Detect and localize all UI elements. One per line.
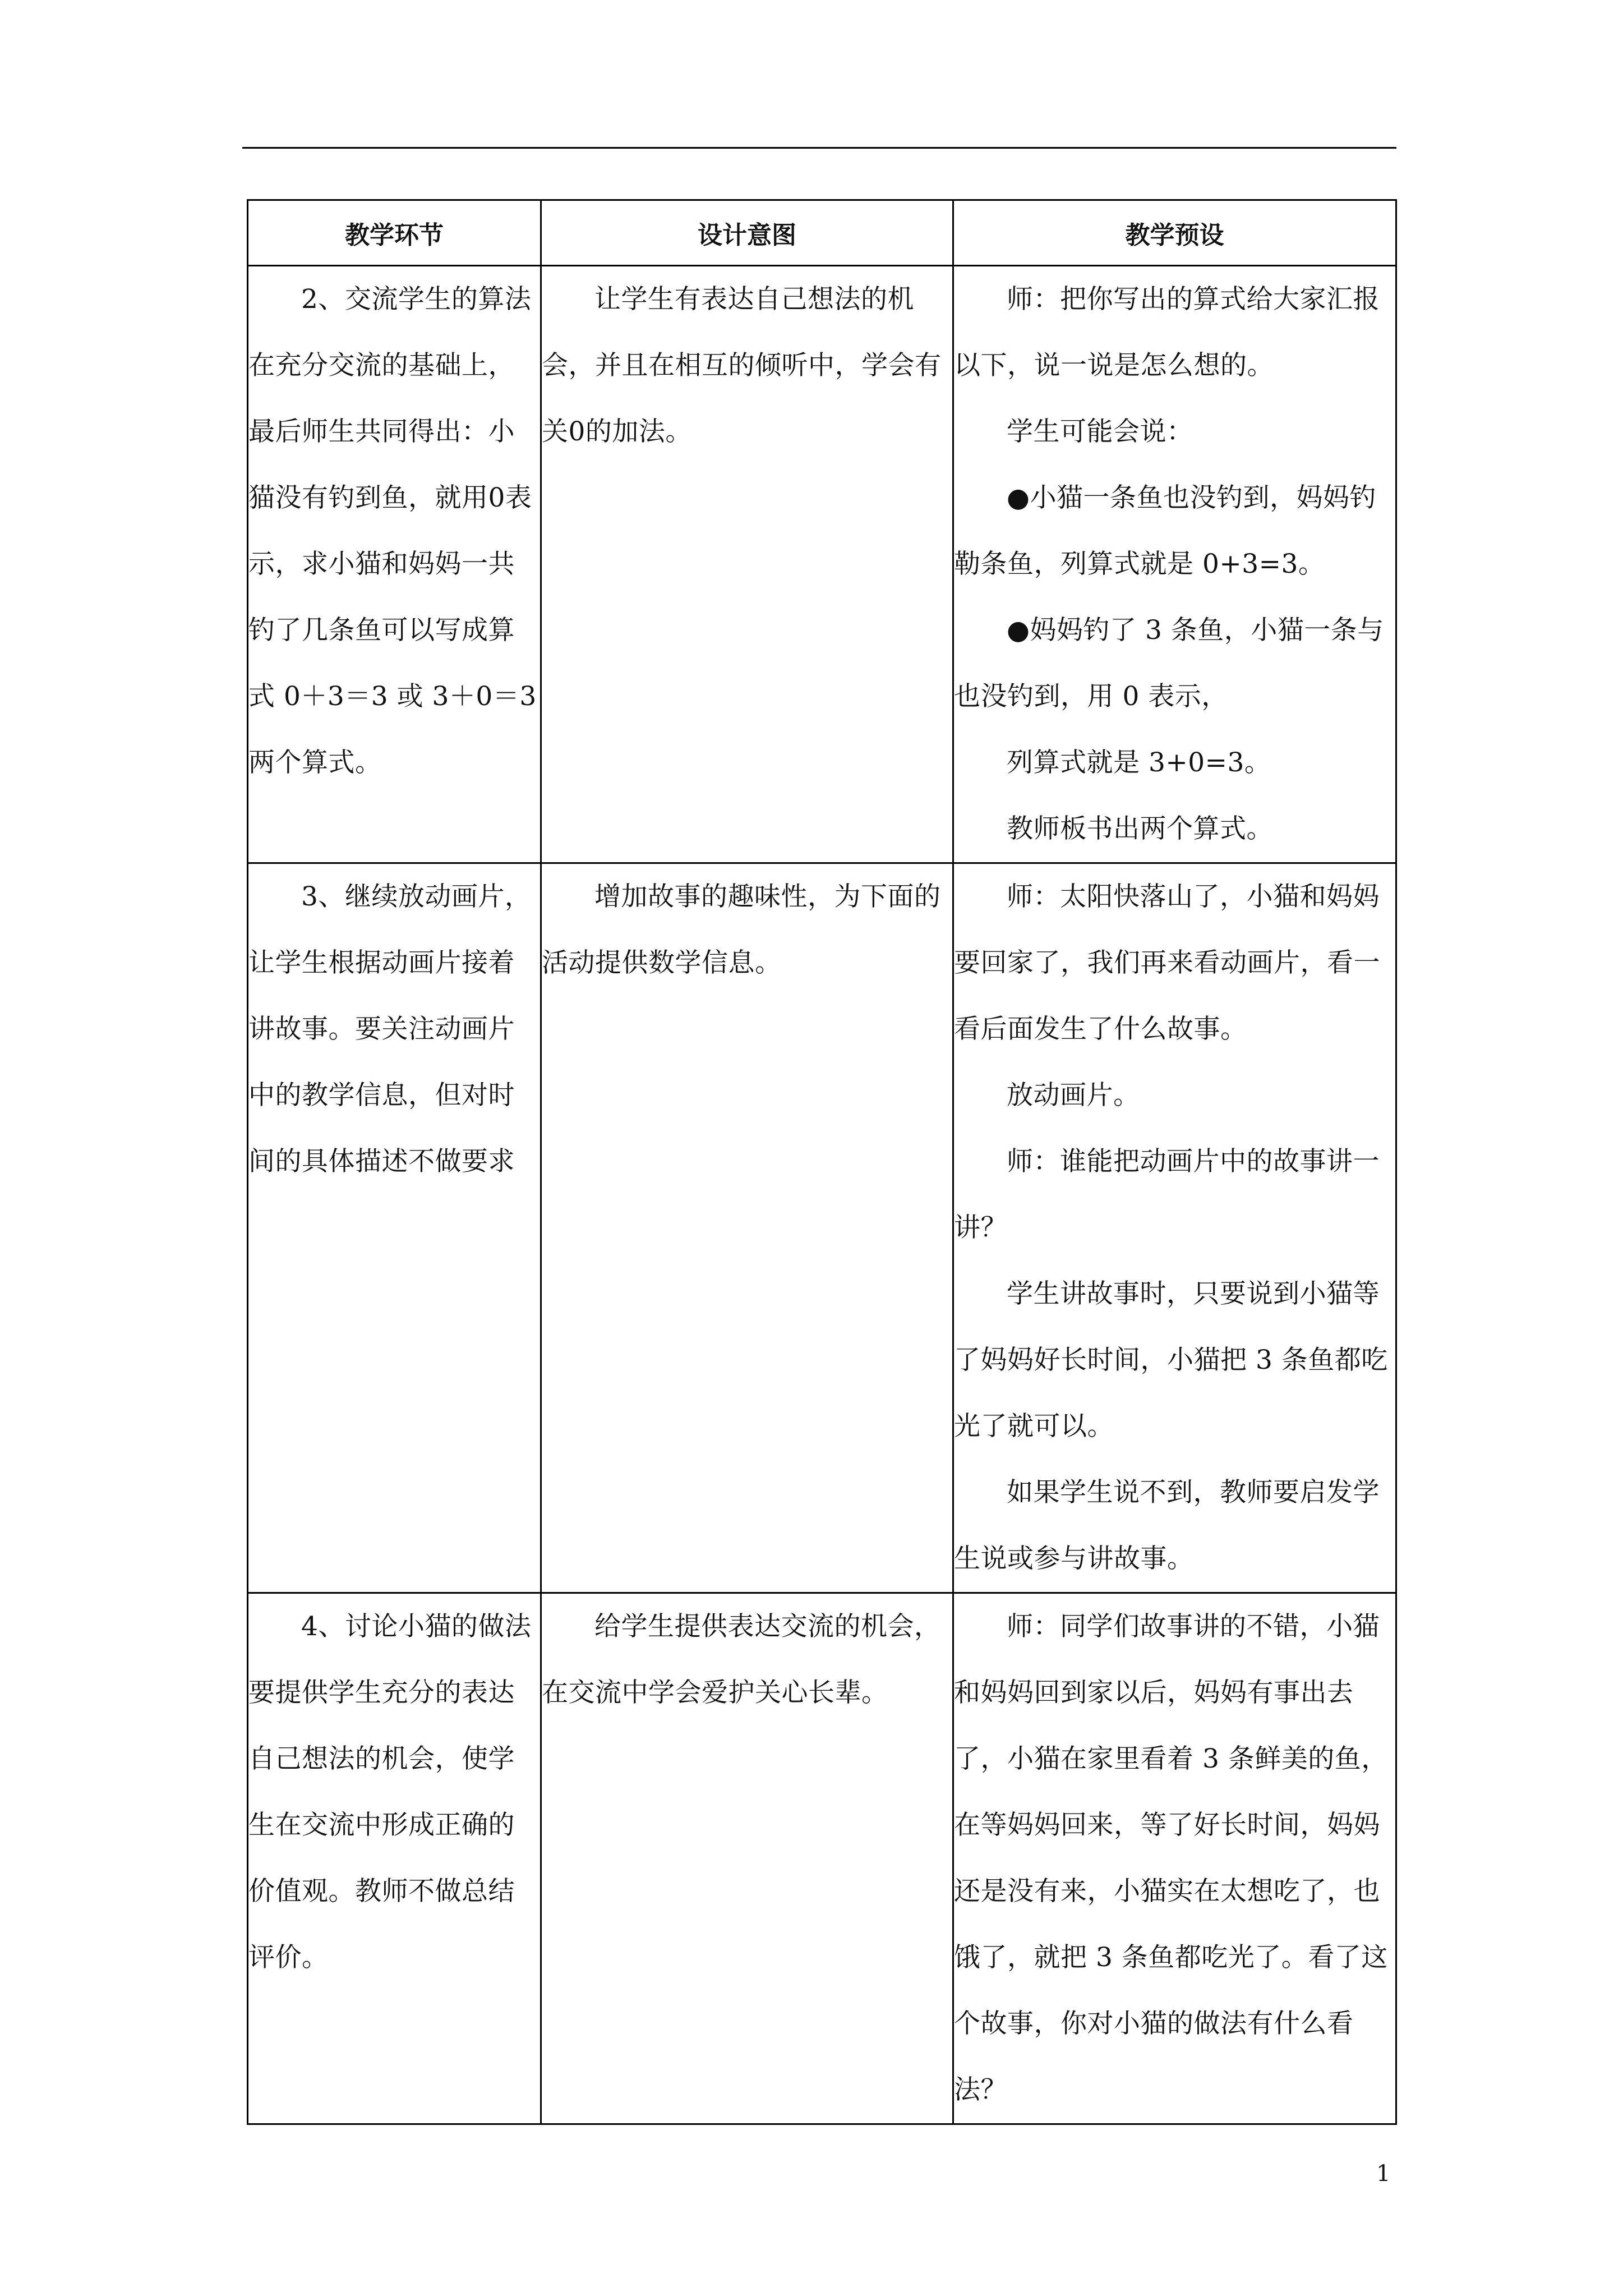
row-3-intent-text: 给学生提供表达交流的机会，在交流中学会爱护关心长辈。 [542, 1611, 941, 1708]
lesson-plan-table [247, 199, 1397, 2125]
row-2-intent-text: 增加故事的趣味性，为下面的活动提供数学信息。 [542, 881, 941, 978]
row-2-plan-p1: 师：太阳快落山了，小猫和妈妈要回家了，我们再来看动画片，看一看后面发生了什么故事。 [954, 881, 1380, 1045]
row-1-plan-p6: 教师板书出两个算式。 [1007, 813, 1273, 844]
row-3-stage-text: 4、讨论小猫的做法要提供学生充分的表达自己想法的机会，使学生在交流中形成正确的价值观。教师不做总结评价。 [248, 1611, 532, 1973]
row-3-plan-p1: 师：同学们故事讲的不错，小猫和妈妈回到家以后，妈妈有事出去了，小猫在家里看着 3 条鲜美的鱼，在等妈妈回来，等了好长时间，妈妈还是没有来，小猫实在太想吃了，也饿了，就把 3 条鱼都吃光了。看了这个故事，你对小猫的做法有什么看法？ [954, 1611, 1388, 2105]
row-1-plan [953, 266, 1396, 863]
row-1-plan-p1: 师：把你写出的算式给大家汇报以下，说一说是怎么想的。 [954, 284, 1380, 381]
header-design-intent: 设计意图 [541, 200, 953, 266]
header-teaching-plan: 教学预设 [953, 200, 1396, 266]
row-3-plan [953, 1593, 1396, 2124]
row-1-stage [248, 266, 541, 863]
row-1-plan-p3: ●小猫一条鱼也没钓到，妈妈钓勒条鱼，列算式就是 0+3=3。 [954, 482, 1377, 579]
header-rule [242, 147, 1396, 149]
row-1-intent-text: 让学生有表达自己想法的机会，并且在相互的倾听中，学会有关0的加法。 [542, 284, 942, 447]
row-2-plan-p5: 如果学生说不到，教师要启发学生说或参与讲故事。 [954, 1477, 1380, 1574]
row-2-intent [541, 863, 953, 1593]
row-2-stage-text: 3、继续放动画片，让学生根据动画片接着讲故事。要关注动画片中的教学信息，但对时间的具体描述不做要求 [248, 881, 532, 1177]
row-1-plan-p2: 学生可能会说： [1007, 416, 1193, 447]
row-2-plan-p2: 放动画片。 [1007, 1080, 1140, 1111]
row-1-stage-text: 2、交流学生的算法在充分交流的基础上，最后师生共同得出：小猫没有钓到鱼，就用0表示，求小猫和妈妈一共钓了几条鱼可以写成算式 0＋3＝3 或 3＋0＝3 两个算式。 [248, 284, 537, 778]
row-2-stage [248, 863, 541, 1593]
row-2-plan-p3: 师：谁能把动画片中的故事讲一讲？ [954, 1146, 1380, 1243]
table-header-row [248, 200, 1396, 266]
row-2-plan-p4: 学生讲故事时，只要说到小猫等了妈妈好长时间，小猫把 3 条鱼都吃光了就可以。 [954, 1278, 1388, 1442]
row-1-intent [541, 266, 953, 863]
table-row [248, 266, 1396, 863]
row-2-plan [953, 863, 1396, 1593]
page-number: 1 [1376, 2161, 1391, 2187]
row-1-plan-p4: ●妈妈钓了 3 条鱼，小猫一条与也没钓到，用 0 表示， [954, 615, 1384, 712]
row-1-plan-p5: 列算式就是 3+0=3。 [1007, 747, 1271, 778]
table-row [248, 1593, 1396, 2124]
row-3-stage [248, 1593, 541, 2124]
table-row [248, 863, 1396, 1593]
row-3-intent [541, 1593, 953, 2124]
header-teaching-stage: 教学环节 [248, 200, 541, 266]
